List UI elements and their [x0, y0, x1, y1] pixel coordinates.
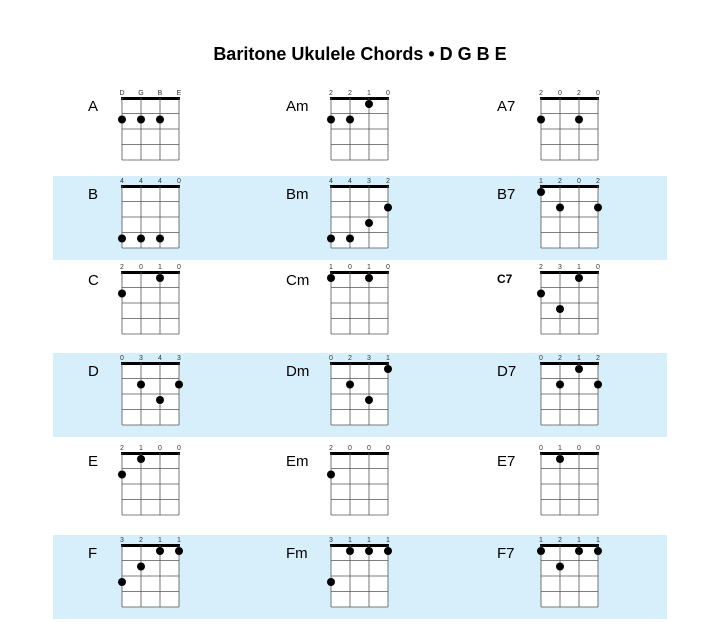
fretboard [122, 274, 179, 334]
fingering-label: 0 [539, 445, 543, 452]
nut [540, 185, 599, 188]
fretboard [331, 100, 388, 160]
fingering-label: 2 [558, 178, 562, 185]
chord-diagram [323, 176, 396, 258]
fingering-label: 2 [539, 264, 543, 271]
chord-diagram [114, 262, 187, 344]
fingering-label: 0 [577, 445, 581, 452]
fingering-label: 0 [539, 355, 543, 362]
fretboard [541, 547, 598, 607]
fingering-label: 1 [367, 90, 371, 97]
fingering-label: 0 [596, 445, 600, 452]
chord-name: Em [286, 453, 309, 470]
nut [330, 544, 389, 547]
fingering-label: 0 [558, 90, 562, 97]
chord-name: A7 [497, 98, 516, 115]
finger-dot [575, 116, 583, 124]
fingering-label: 0 [386, 445, 390, 452]
chord-name: D [88, 363, 99, 380]
finger-dot [537, 116, 545, 124]
chord-diagram [114, 353, 187, 435]
chord-name: F [88, 545, 98, 562]
finger-dot [384, 547, 392, 555]
nut [121, 544, 180, 547]
fingering-label: 1 [558, 445, 562, 452]
fingering-label: 3 [329, 537, 333, 544]
finger-dot [556, 204, 564, 212]
fingering-label: 1 [139, 445, 143, 452]
finger-dot [156, 547, 164, 555]
nut [330, 362, 389, 365]
finger-dot [175, 381, 183, 389]
chord-name: Am [286, 98, 309, 115]
finger-dot [556, 381, 564, 389]
fretboard [331, 455, 388, 515]
fretboard [541, 455, 598, 515]
fingering-label: 2 [577, 90, 581, 97]
fingering-label: 0 [158, 445, 162, 452]
fingering-label: 3 [139, 355, 143, 362]
chord-diagram [533, 353, 606, 435]
chord-diagram [114, 535, 187, 617]
finger-dot [137, 116, 145, 124]
finger-dot [384, 365, 392, 373]
finger-dot [327, 578, 335, 586]
fingering-label: 0 [177, 264, 181, 271]
nut [540, 97, 599, 100]
finger-dot [537, 547, 545, 555]
finger-dot [156, 116, 164, 124]
fingering-label: 2 [348, 355, 352, 362]
fingering-label: 2 [596, 178, 600, 185]
chord-diagram [114, 88, 187, 170]
nut [330, 271, 389, 274]
chord-name: Fm [286, 545, 308, 562]
fingering-label: 3 [177, 355, 181, 362]
fingering-label: 3 [367, 178, 371, 185]
finger-dot [118, 290, 126, 298]
nut [540, 544, 599, 547]
fingering-label: 2 [558, 537, 562, 544]
chord-diagram [323, 353, 396, 435]
fingering-label: 0 [329, 355, 333, 362]
nut [330, 185, 389, 188]
fretboard [331, 274, 388, 334]
fingering-label: 4 [158, 355, 162, 362]
finger-dot [137, 235, 145, 243]
nut [121, 97, 180, 100]
fingering-label: 2 [120, 264, 124, 271]
fingering-label: 4 [139, 178, 143, 185]
chord-name: Bm [286, 186, 309, 203]
page-title: Baritone Ukulele Chords • D G B E [213, 44, 507, 64]
fingering-label: 0 [177, 178, 181, 185]
chord-name: A [88, 98, 99, 115]
chord-diagram [533, 262, 606, 344]
finger-dot [118, 235, 126, 243]
fretboard [122, 100, 179, 160]
finger-dot [594, 381, 602, 389]
finger-dot [365, 100, 373, 108]
fingering-label: 1 [329, 264, 333, 271]
nut [121, 271, 180, 274]
fretboard [122, 188, 179, 248]
fingering-label: 0 [139, 264, 143, 271]
fingering-label: 4 [120, 178, 124, 185]
fingering-label: 4 [329, 178, 333, 185]
chord-name: E [88, 453, 99, 470]
fingering-label: 3 [367, 355, 371, 362]
chord-diagram [114, 176, 187, 258]
fingering-label: 1 [177, 537, 181, 544]
fretboard [122, 365, 179, 425]
fingering-label: 2 [348, 90, 352, 97]
chord-name: F7 [497, 545, 515, 562]
fretboard [541, 274, 598, 334]
chord-diagram [533, 535, 606, 617]
finger-dot [537, 188, 545, 196]
fingering-label: 0 [348, 445, 352, 452]
fingering-label: 1 [577, 355, 581, 362]
finger-dot [327, 274, 335, 282]
finger-dot [365, 396, 373, 404]
fingering-label: 0 [348, 264, 352, 271]
finger-dot [575, 274, 583, 282]
finger-dot [137, 455, 145, 463]
fingering-label: 1 [367, 264, 371, 271]
finger-dot [137, 563, 145, 571]
fingering-label: 3 [558, 264, 562, 271]
finger-dot [346, 381, 354, 389]
string-name-label: B [157, 90, 163, 97]
chord-name: B7 [497, 186, 516, 203]
nut [121, 185, 180, 188]
fretboard [122, 547, 179, 607]
finger-dot [575, 365, 583, 373]
chord-diagram [114, 443, 187, 525]
fingering-label: 0 [177, 445, 181, 452]
finger-dot [327, 116, 335, 124]
finger-dot [118, 116, 126, 124]
fingering-label: 1 [596, 537, 600, 544]
chord-diagram [323, 262, 396, 344]
fingering-label: 0 [120, 355, 124, 362]
string-name-label: D [119, 90, 125, 97]
finger-dot [365, 274, 373, 282]
chord-diagram [533, 443, 606, 525]
chord-name: Dm [286, 363, 310, 380]
fingering-label: 4 [348, 178, 352, 185]
finger-dot [365, 219, 373, 227]
finger-dot [156, 396, 164, 404]
finger-dot [156, 274, 164, 282]
chord-diagram [323, 535, 396, 617]
finger-dot [556, 305, 564, 313]
fretboard [331, 365, 388, 425]
finger-dot [365, 547, 373, 555]
fingering-label: 1 [386, 355, 390, 362]
fingering-label: 2 [386, 178, 390, 185]
fingering-label: 3 [120, 537, 124, 544]
fingering-label: 2 [329, 90, 333, 97]
finger-dot [346, 116, 354, 124]
fingering-label: 0 [386, 90, 390, 97]
finger-dot [175, 547, 183, 555]
fretboard [331, 188, 388, 248]
finger-dot [346, 235, 354, 243]
fingering-label: 2 [329, 445, 333, 452]
finger-dot [575, 547, 583, 555]
fingering-label: 1 [386, 537, 390, 544]
finger-dot [327, 235, 335, 243]
fingering-label: 1 [367, 537, 371, 544]
fretboard [541, 100, 598, 160]
finger-dot [137, 381, 145, 389]
chord-name: B [88, 186, 99, 203]
finger-dot [327, 471, 335, 479]
nut [121, 452, 180, 455]
fingering-label: 1 [348, 537, 352, 544]
fingering-label: 2 [120, 445, 124, 452]
finger-dot [118, 578, 126, 586]
chord-name: E7 [497, 453, 516, 470]
nut [330, 97, 389, 100]
fingering-label: 0 [577, 178, 581, 185]
finger-dot [156, 235, 164, 243]
fingering-label: 2 [558, 355, 562, 362]
string-name-label: G [138, 90, 144, 97]
fretboard [122, 455, 179, 515]
chord-name: D7 [497, 363, 517, 380]
fingering-label: 1 [539, 537, 543, 544]
nut [540, 271, 599, 274]
fretboard [331, 547, 388, 607]
finger-dot [384, 204, 392, 212]
finger-dot [594, 547, 602, 555]
finger-dot [556, 563, 564, 571]
finger-dot [594, 204, 602, 212]
chord-diagram [533, 88, 606, 170]
fretboard [541, 188, 598, 248]
string-name-label: E [176, 90, 182, 97]
finger-dot [556, 455, 564, 463]
fingering-label: 0 [596, 264, 600, 271]
chord-diagram [323, 443, 396, 525]
fingering-label: 0 [386, 264, 390, 271]
fingering-label: 0 [367, 445, 371, 452]
fingering-label: 1 [158, 537, 162, 544]
finger-dot [346, 547, 354, 555]
chord-diagram [323, 88, 396, 170]
fingering-label: 2 [139, 537, 143, 544]
finger-dot [118, 471, 126, 479]
fingering-label: 1 [577, 537, 581, 544]
fingering-label: 2 [539, 90, 543, 97]
chord-name: C [88, 272, 99, 289]
finger-dot [537, 290, 545, 298]
fingering-label: 0 [596, 90, 600, 97]
nut [540, 452, 599, 455]
fingering-label: 1 [577, 264, 581, 271]
nut [540, 362, 599, 365]
fingering-label: 2 [596, 355, 600, 362]
fingering-label: 1 [158, 264, 162, 271]
chord-diagram [533, 176, 606, 258]
chord-name: Cm [286, 272, 310, 289]
chord-name: C7 [497, 272, 513, 286]
fingering-label: 4 [158, 178, 162, 185]
nut [121, 362, 180, 365]
fretboard [541, 365, 598, 425]
fingering-label: 1 [539, 178, 543, 185]
nut [330, 452, 389, 455]
